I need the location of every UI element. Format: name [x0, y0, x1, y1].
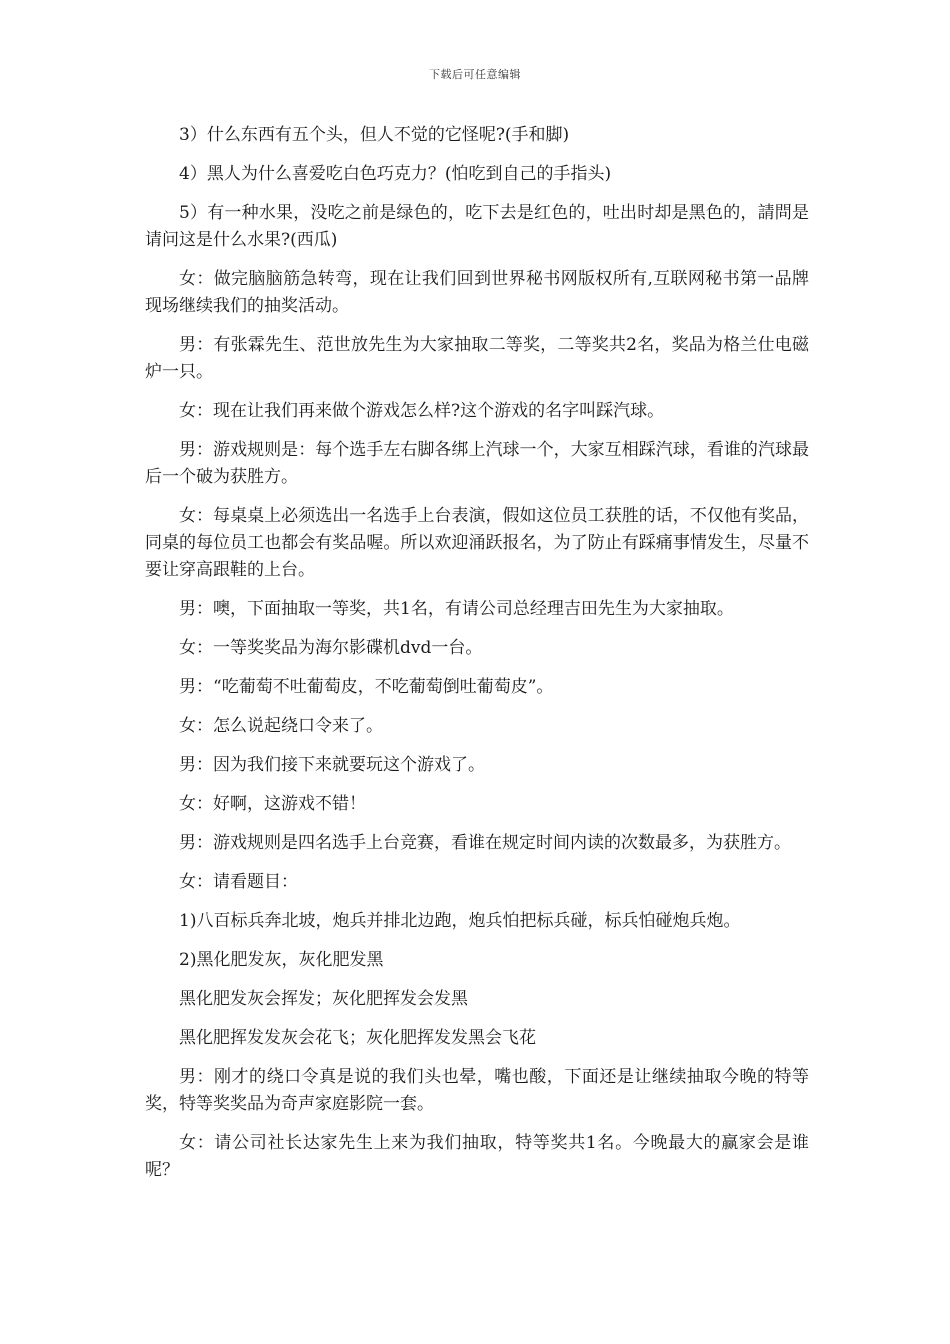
paragraph: 2)黑化肥发灰，灰化肥发黑	[179, 950, 384, 970]
paragraph: 黑化肥发灰会挥发；灰化肥挥发会发黑	[179, 989, 468, 1009]
document-body	[145, 122, 809, 1196]
paragraph: 男：噢，下面抽取一等奖，共1名，有请公司总经理吉田先生为大家抽取。	[179, 599, 734, 619]
paragraph: 女：一等奖奖品为海尔影碟机dvd一台。	[179, 638, 483, 658]
paragraph: 男：有张霖先生、范世放先生为大家抽取二等奖，二等奖共2名，奖品为格兰仕电磁炉一只。	[145, 335, 809, 382]
page-header: 下载后可任意编辑	[429, 68, 521, 81]
paragraph: 3）什么东西有五个头，但人不觉的它怪呢?(手和脚)	[179, 125, 570, 145]
paragraph: 男：因为我们接下来就要玩这个游戏了。	[179, 755, 485, 775]
paragraph: 女：请看题目：	[179, 872, 298, 892]
paragraph: 4）黑人为什么喜爱吃白色巧克力？(怕吃到自己的手指头)	[179, 164, 612, 184]
paragraph: 女：好啊，这游戏不错！	[179, 794, 366, 814]
paragraph: 黑化肥挥发发灰会花飞；灰化肥挥发发黑会飞花	[179, 1028, 536, 1048]
paragraph: 男：“吃葡萄不吐葡萄皮，不吃葡萄倒吐葡萄皮”。	[179, 677, 554, 697]
paragraph: 5）有一种水果，没吃之前是绿色的，吃下去是红色的，吐出时却是黑色的，請問是请问这是什么水果?(西瓜)	[145, 203, 809, 250]
paragraph: 男：刚才的绕口令真是说的我们头也晕，嘴也酸，下面还是让继续抽取今晚的特等奖，特等奖奖品为奇声家庭影院一套。	[145, 1067, 809, 1114]
paragraph: 女：每桌桌上必须选出一名选手上台表演，假如这位员工获胜的话，不仅他有奖品，同桌的每位员工也都会有奖品喔。所以欢迎涌跃报名，为了防止有踩痛事情发生，尽量不要让穿高跟鞋的上台。	[145, 506, 809, 580]
paragraph: 女：现在让我们再来做个游戏怎么样?这个游戏的名字叫踩汽球。	[179, 401, 665, 421]
paragraph: 男：游戏规则是：每个选手左右脚各绑上汽球一个，大家互相踩汽球，看谁的汽球最后一个破为获胜方。	[145, 440, 809, 487]
paragraph: 女：怎么说起绕口令来了。	[179, 716, 383, 736]
paragraph: 女：请公司社长达家先生上来为我们抽取，特等奖共1名。今晚最大的赢家会是谁呢？	[145, 1133, 809, 1180]
paragraph: 男：游戏规则是四名选手上台竞赛，看谁在规定时间内读的次数最多，为获胜方。	[179, 833, 791, 853]
paragraph: 女：做完脑脑筋急转弯，现在让我们回到世界秘书网版权所有,互联网秘书第一品牌现场继续我们的抽奖活动。	[145, 269, 809, 316]
paragraph: 1)八百标兵奔北坡，炮兵并排北边跑，炮兵怕把标兵碰，标兵怕碰炮兵炮。	[179, 911, 741, 931]
